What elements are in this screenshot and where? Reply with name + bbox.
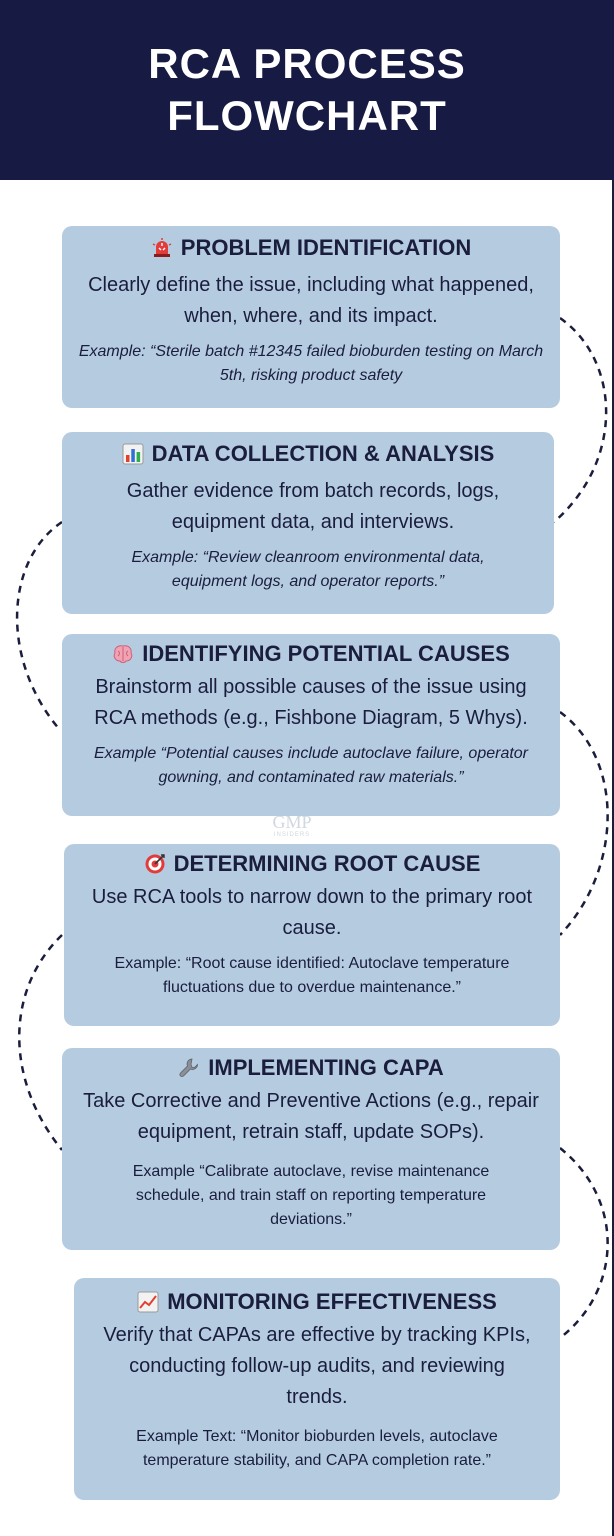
page-title-line-1: RCA PROCESS	[148, 40, 466, 87]
connector-5-6	[560, 1148, 608, 1338]
bar-chart-icon	[122, 443, 144, 465]
step-example: Example Text: “Monitor bioburden levels, autoclave temperature stability, and CAPA completion rate.”	[136, 1428, 498, 1469]
connector-1-2	[554, 318, 606, 522]
step-description: Verify that CAPAs are effective by tracking KPIs, conducting follow-up audits, and reviewing trends.	[103, 1324, 531, 1408]
step-description: Brainstorm all possible causes of the issue using RCA methods (e.g., Fishbone Diagram, 5 Whys).	[94, 676, 528, 729]
step-example: Example “Potential causes include autoclave failure, operator gowning, and contaminated raw materials.”	[93, 745, 529, 786]
wrench-icon	[178, 1057, 200, 1079]
step-card-implementing-capa	[62, 1048, 560, 1250]
step-card-data-collection	[62, 432, 554, 614]
step-title: MONITORING EFFECTIVENESS	[167, 1289, 497, 1314]
connector-4-5	[19, 935, 62, 1150]
trend-up-icon	[137, 1291, 159, 1313]
step-card-monitoring	[74, 1278, 560, 1500]
connector-2-3	[17, 522, 62, 730]
step-card-root-cause	[64, 844, 560, 1026]
step-title: IMPLEMENTING CAPA	[208, 1055, 444, 1080]
step-title: IDENTIFYING POTENTIAL CAUSES	[142, 641, 510, 666]
siren-icon	[151, 237, 173, 259]
step-title: PROBLEM IDENTIFICATION	[180, 235, 472, 260]
connector-3-4	[560, 712, 608, 935]
watermark-logo-text: GMP	[272, 812, 312, 832]
target-icon	[144, 853, 166, 875]
step-description: Use RCA tools to narrow down to the primary root cause.	[91, 886, 533, 939]
watermark-subtitle: INSIDERS	[273, 832, 311, 838]
step-card-potential-causes	[62, 634, 560, 816]
step-example: Example: “Review cleanroom environmental data, equipment logs, and operator reports.”	[131, 549, 485, 590]
step-example: Example “Calibrate autoclave, revise maintenance schedule, and train staff on reporting temperature deviations.”	[132, 1163, 490, 1228]
page-title-line-2: FLOWCHART	[167, 92, 447, 139]
step-title: DATA COLLECTION & ANALYSIS	[151, 441, 495, 466]
step-description: Clearly define the issue, including what happened, when, where, and its impact.	[88, 274, 534, 327]
brain-icon	[112, 643, 134, 665]
step-title: DETERMINING ROOT CAUSE	[173, 851, 481, 876]
step-description: Take Corrective and Preventive Actions (e.g., repair equipment, retrain staff, update SOPs).	[83, 1090, 539, 1143]
step-example: Example: “Root cause identified: Autoclave temperature fluctuations due to overdue maintenance.”	[114, 955, 510, 996]
step-card-problem-identification	[62, 226, 560, 408]
step-example: Example: “Sterile batch #12345 failed bioburden testing on March 5th, risking product safety	[78, 343, 544, 384]
step-description: Gather evidence from batch records, logs, equipment data, and interviews.	[126, 480, 500, 533]
